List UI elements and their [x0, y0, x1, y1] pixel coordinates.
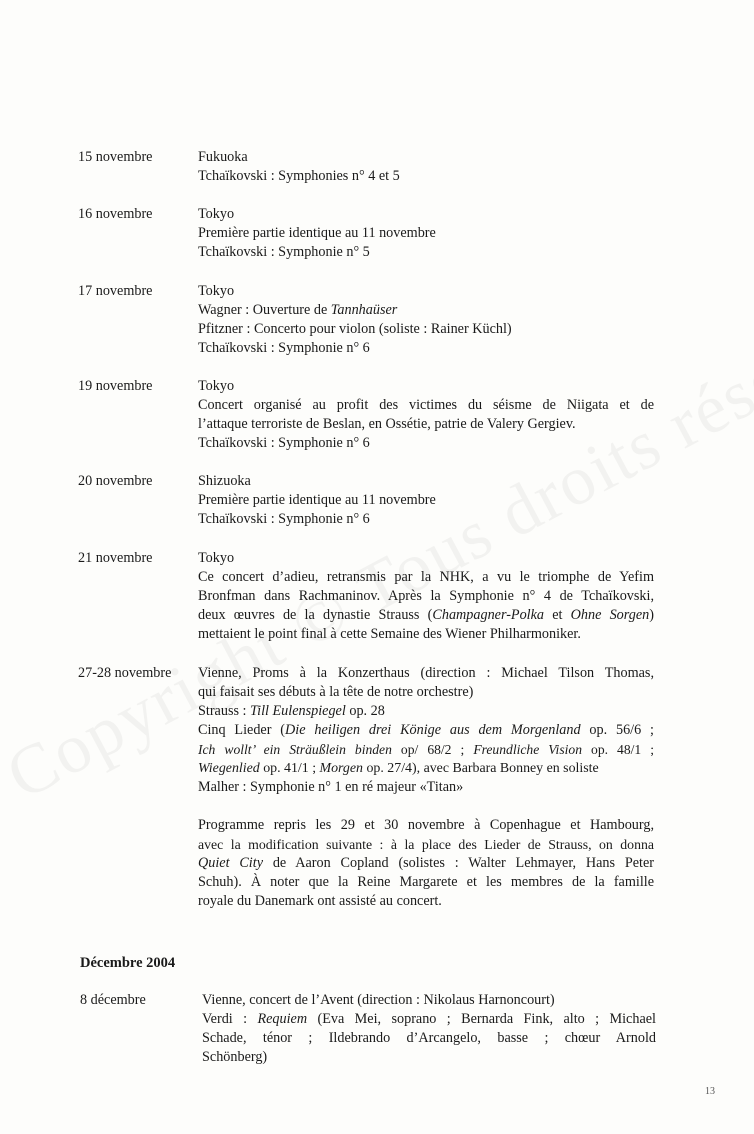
note-line [198, 854, 654, 873]
entry-line [198, 606, 654, 625]
text-run: op. 28 [345, 703, 385, 719]
work-title: Wiegenlied [198, 761, 260, 776]
entry-line [198, 702, 654, 721]
text-run: op/ 68/2 ; [391, 742, 474, 757]
work-title: Ohne Sorgen [570, 607, 650, 623]
text-run: Strauss : [198, 703, 251, 719]
entry-line [202, 1010, 656, 1029]
text-run: Cinq Lieder ( [198, 722, 286, 738]
note-line: Programme repris les 29 et 30 novembre à Copenhague et Hambourg, [198, 817, 654, 833]
entry-date: 16 novembre [78, 206, 153, 222]
entry-body [202, 991, 656, 1067]
entry-date: 21 novembre [78, 550, 153, 566]
entry-line: Tokyo [198, 206, 235, 222]
entry-line: Tchaïkovski : Symphonie n° 6 [198, 340, 370, 356]
entry-date: 20 novembre [78, 473, 153, 489]
entry-line: qui faisait ses débuts à la tête de notre orchestre) [198, 684, 474, 700]
entry-line: Première partie identique au 11 novembre [198, 492, 436, 508]
entry-line: Concert organisé au profit des victimes du séisme de Niigata et de [198, 397, 654, 413]
work-title: Die heiligen drei Könige aus dem Morgenland [285, 722, 581, 738]
work-title: Morgen [319, 761, 363, 776]
entry-line: Schönberg) [202, 1049, 268, 1065]
work-title: Requiem [257, 1011, 308, 1027]
note-line: avec la modification suivante : à la place des Lieder de Strauss, on donna [198, 837, 654, 852]
entry-body [198, 472, 654, 529]
entry-line: Tchaïkovski : Symphonie n° 5 [198, 244, 370, 260]
text-run: op. 56/6 ; [580, 722, 654, 738]
entry-line [198, 721, 654, 740]
entry-line: Tchaïkovski : Symphonie n° 6 [198, 511, 370, 527]
text-run: Wagner : Ouverture de [198, 302, 331, 318]
text-run: Verdi : [202, 1011, 258, 1027]
entry-date: 17 novembre [78, 283, 153, 299]
text-run: de Aaron Copland (solistes : Walter Lehmayer, Hans Peter [263, 855, 655, 871]
text-run: op. 48/1 ; [582, 742, 654, 757]
note-line: Schuh). À noter que la Reine Margarete et les membres de la famille [198, 874, 654, 890]
note-paragraph [198, 816, 654, 911]
entry-line: Première partie identique au 11 novembre [198, 225, 436, 241]
entry-line: Fukuoka [198, 149, 248, 165]
entry-line: Tokyo [198, 283, 235, 299]
entry-body [198, 282, 654, 358]
entry-line: Pfitzner : Concerto pour violon (soliste : Rainer Küchl) [198, 321, 512, 337]
entry-line: Vienne, Proms à la Konzerthaus (direction : Michael Tilson Thomas, [198, 665, 654, 681]
page-number: 13 [705, 1086, 715, 1097]
entry-date: 15 novembre [78, 149, 153, 165]
text-run: (Eva Mei, soprano ; Bernarda Fink, alto ; Michael [307, 1011, 656, 1027]
work-title: Till Eulenspiegel [250, 703, 346, 719]
text-run: op. 27/4), avec Barbara Bonney en soliste [363, 761, 599, 776]
entry-line: mettaient le point final à cette Semaine des Wiener Philharmoniker. [198, 626, 581, 642]
entry-line: Shizuoka [198, 473, 251, 489]
entry-line: Bronfman dans Rachmaninov. Après la Symphonie n° 4 de Tchaïkovski, [198, 588, 654, 604]
entry-line: Malher : Symphonie n° 1 en ré majeur «Titan» [198, 779, 464, 795]
text-run: ) [649, 607, 654, 623]
entry-line [198, 740, 654, 759]
entry-date: 8 décembre [80, 992, 146, 1008]
entry-line: Tchaïkovski : Symphonie n° 6 [198, 435, 370, 451]
entry-body [198, 377, 654, 453]
work-title: Tannhaüser [330, 302, 398, 318]
text-run: deux œuvres de la dynastie Strauss ( [198, 607, 433, 623]
entry-line [198, 759, 654, 778]
entry-body [198, 148, 654, 186]
work-title: Freundliche Vision [473, 742, 582, 757]
entry-line: Ce concert d’adieu, retransmis par la NHK, a vu le triomphe de Yefim [198, 569, 654, 585]
entry-line: l’attaque terroriste de Beslan, en Ossétie, patrie de Valery Gergiev. [198, 416, 576, 432]
entry-date: 27-28 novembre [78, 665, 172, 681]
text-run: op. 41/1 ; [259, 761, 320, 776]
work-title: Quiet City [198, 855, 263, 871]
entry-line [198, 301, 654, 320]
entry-line: Tchaïkovski : Symphonies n° 4 et 5 [198, 168, 400, 184]
work-title: Ich wollt’ ein Sträußlein binden [198, 742, 392, 757]
entry-line: Schade, ténor ; Ildebrando d’Arcangelo, basse ; chœur Arnold [202, 1030, 656, 1046]
work-title: Champagner-Polka [432, 607, 545, 623]
entry-body [198, 664, 654, 911]
entry-line: Vienne, concert de l’Avent (direction : Nikolaus Harnoncourt) [202, 992, 555, 1008]
entry-line: Tokyo [198, 378, 235, 394]
text-run: et [544, 607, 571, 623]
entry-body [198, 205, 654, 262]
entry-line: Tokyo [198, 550, 235, 566]
entry-date: 19 novembre [78, 378, 153, 394]
note-line: royale du Danemark ont assisté au concert. [198, 893, 442, 909]
entry-body [198, 549, 654, 644]
month-heading: Décembre 2004 [80, 955, 176, 971]
